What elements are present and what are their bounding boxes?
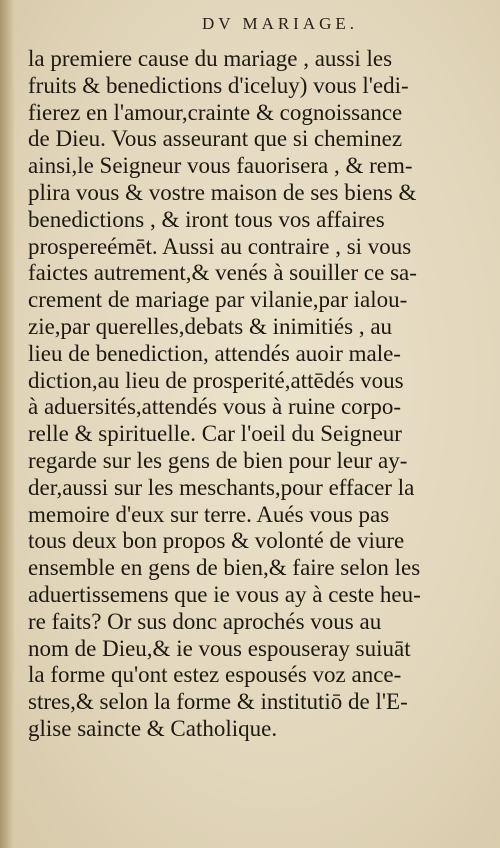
- text-line: glise saincte & Catholique.: [28, 715, 278, 741]
- show-through-ink: [210, 757, 470, 780]
- text-line: la forme qu'ont estez espousés voz ance-: [28, 662, 402, 688]
- text-line: zie,par querelles,debats & inimitiés , au: [28, 313, 393, 339]
- body-text: [28, 46, 468, 743]
- text-line: fruits & benedictions d'iceluy) vous l'edi-: [28, 72, 409, 98]
- text-line: lieu de benediction, attendés auoir male-: [28, 340, 401, 366]
- text-line: plira vous & vostre maison de ses biens &: [28, 179, 417, 205]
- text-line: ainsi,le Seigneur vous fauorisera , & rem-: [28, 153, 413, 179]
- text-line: prospereémēt. Aussi au contraire , si vous: [28, 233, 412, 259]
- running-header: DV MARIAGE.: [201, 14, 359, 33]
- text-line: stres,& selon la forme & institutiō de l'E-: [28, 689, 408, 715]
- text-line: aduertissemens que ie vous ay à ceste heu-: [28, 581, 421, 607]
- text-line: regarde sur les gens de bien pour leur ay-: [28, 447, 408, 473]
- text-line: à aduersités,attendés vous à ruine corpo-: [28, 394, 401, 420]
- text-line: faictes autrement,& venés à souiller ce sa-: [28, 260, 417, 286]
- text-line: re faits? Or sus donc aprochés vous au: [28, 608, 382, 634]
- text-line: relle & spirituelle. Car l'oeil du Seigneur: [28, 421, 402, 447]
- text-line: memoire d'eux sur terre. Aués vous pas: [28, 501, 390, 527]
- text-line: diction,au lieu de prosperité,attēdés vous: [28, 367, 404, 393]
- text-line: de Dieu. Vous asseurant que si cheminez: [28, 126, 403, 152]
- text-line: fierez en l'amour,crainte & cognoissance: [28, 99, 403, 125]
- page-gutter-shadow: [0, 0, 14, 848]
- text-line: der,aussi sur les meschants,pour effacer la: [28, 474, 415, 500]
- text-line: la premiere cause du mariage , aussi les: [28, 46, 393, 71]
- text-line: nom de Dieu,& ie vous espouseray suiuāt: [28, 635, 411, 661]
- text-line: crement de mariage par vilanie,par ialou-: [28, 287, 408, 313]
- text-line: tous deux bon propos & volonté de viure: [28, 528, 405, 554]
- text-line: benedictions , & iront tous vos affaires: [28, 206, 385, 232]
- text-line: ensemble en gens de bien,& faire selon les: [28, 555, 421, 581]
